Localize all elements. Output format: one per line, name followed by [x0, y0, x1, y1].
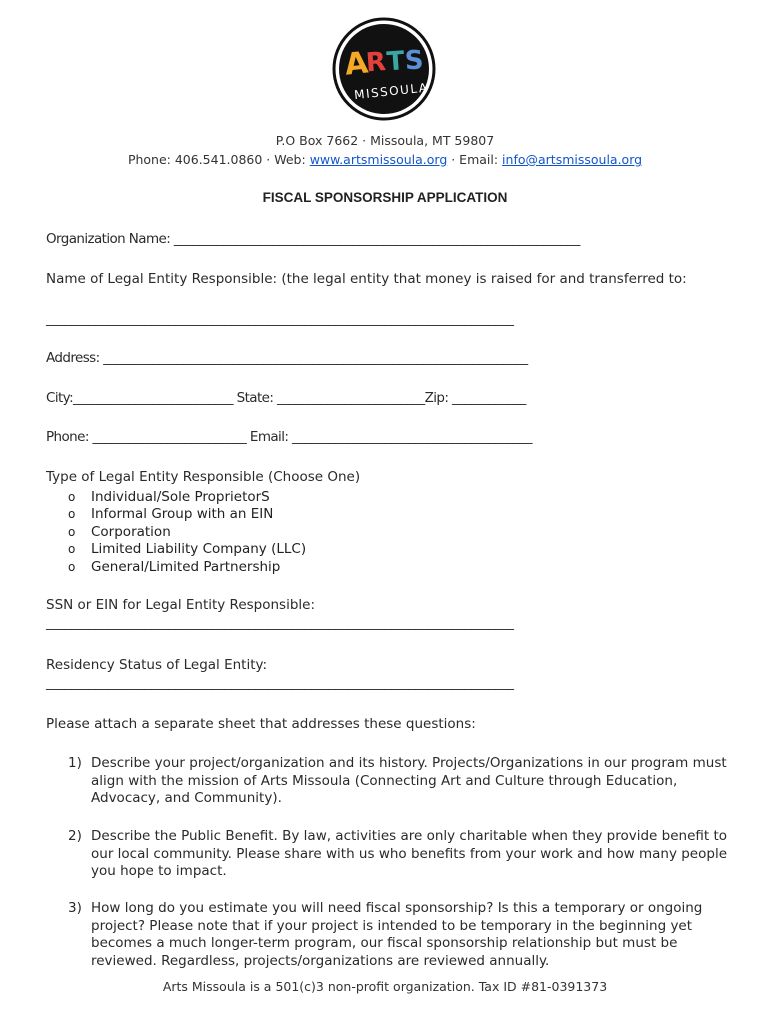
- question-item: [68, 900, 728, 970]
- attach-instructions: Please attach a separate sheet that addresses these questions:: [46, 716, 476, 732]
- mailing-address: P.O Box 7662 · Missoula, MT 59807: [275, 133, 495, 148]
- phone-email-field[interactable]: Phone: _________________________ Email: _______________________________________: [46, 429, 532, 445]
- question-text: How long do you estimate you will need fiscal sponsorship? Is this a temporary or ongoing project? Please note that if your project is intended to be temporary in the beginning yet becomes a much longer-term program, our fiscal sponsorship relationship but must be reviewed. Regardless, projects/organizations are reviewed annually.: [91, 900, 703, 969]
- email-label: · Email:: [447, 152, 503, 167]
- city-state-zip-field[interactable]: City:__________________________ State: ________________________Zip: ____________: [46, 390, 526, 406]
- circle-bullet-icon: o: [68, 559, 76, 574]
- residency-field[interactable]: ____________________________________________________________________________: [46, 675, 514, 691]
- question-item: [68, 755, 728, 808]
- svg-text:MISSOULA: MISSOULA: [353, 80, 430, 103]
- question-text: Describe your project/organization and its history. Projects/Organizations in our program must align with the mission of Arts Missoula (Connecting Art and Culture through Education, Advocacy, and Community).: [91, 755, 727, 806]
- ssn-ein-field[interactable]: ____________________________________________________________________________: [46, 615, 514, 631]
- svg-text:T: T: [385, 46, 406, 78]
- option-item[interactable]: o Corporation: [68, 523, 171, 540]
- address-field[interactable]: Address: _____________________________________________________________________: [46, 350, 528, 366]
- circle-bullet-icon: o: [68, 490, 76, 504]
- option-item[interactable]: o General/Limited Partnership: [68, 558, 281, 575]
- contact-line: [0, 152, 770, 167]
- website-link[interactable]: www.artsmissoula.org: [309, 152, 448, 167]
- option-item[interactable]: o Individual/Sole ProprietorS: [68, 489, 270, 505]
- ssn-ein-label: SSN or EIN for Legal Entity Responsible:: [46, 597, 316, 613]
- organization-name-field[interactable]: Organization Name: __________________________________________________________________: [46, 231, 580, 247]
- question-item: [68, 828, 728, 881]
- phone-web-label: Phone: 406.541.0860 · Web:: [127, 152, 310, 167]
- svg-text:S: S: [404, 45, 425, 77]
- circle-bullet-icon: o: [68, 507, 76, 522]
- question-text: Describe the Public Benefit. By law, activities are only charitable when they provide benefit to our local community. Please share with us who benefits from your work and how many people you hope to impact.: [91, 828, 728, 879]
- email-link[interactable]: info@artsmissoula.org: [502, 152, 643, 167]
- page-footer: Arts Missoula is a 501(c)3 non-profit organization. Tax ID #81-0391373: [162, 979, 608, 994]
- legal-entity-field[interactable]: ____________________________________________________________________________: [46, 311, 514, 327]
- svg-text:R: R: [364, 47, 387, 79]
- circle-bullet-icon: o: [68, 524, 76, 539]
- question-number: 2): [68, 828, 82, 844]
- residency-label: Residency Status of Legal Entity:: [46, 657, 268, 673]
- question-number: 3): [68, 900, 82, 916]
- option-item[interactable]: o Limited Liability Company (LLC): [68, 541, 307, 558]
- entity-type-options: [68, 489, 306, 576]
- svg-text:A: A: [343, 45, 370, 83]
- logo-graphic: [332, 16, 436, 122]
- option-item[interactable]: o Informal Group with an EIN: [68, 506, 274, 523]
- arts-missoula-logo: [332, 16, 436, 122]
- question-number: 1): [68, 755, 82, 771]
- entity-type-label: Type of Legal Entity Responsible (Choose One): [46, 469, 361, 485]
- legal-entity-label: Name of Legal Entity Responsible: (the legal entity that money is raised for and transferred to:: [46, 271, 687, 287]
- page-title: FISCAL SPONSORSHIP APPLICATION: [262, 190, 508, 205]
- circle-bullet-icon: o: [68, 542, 76, 557]
